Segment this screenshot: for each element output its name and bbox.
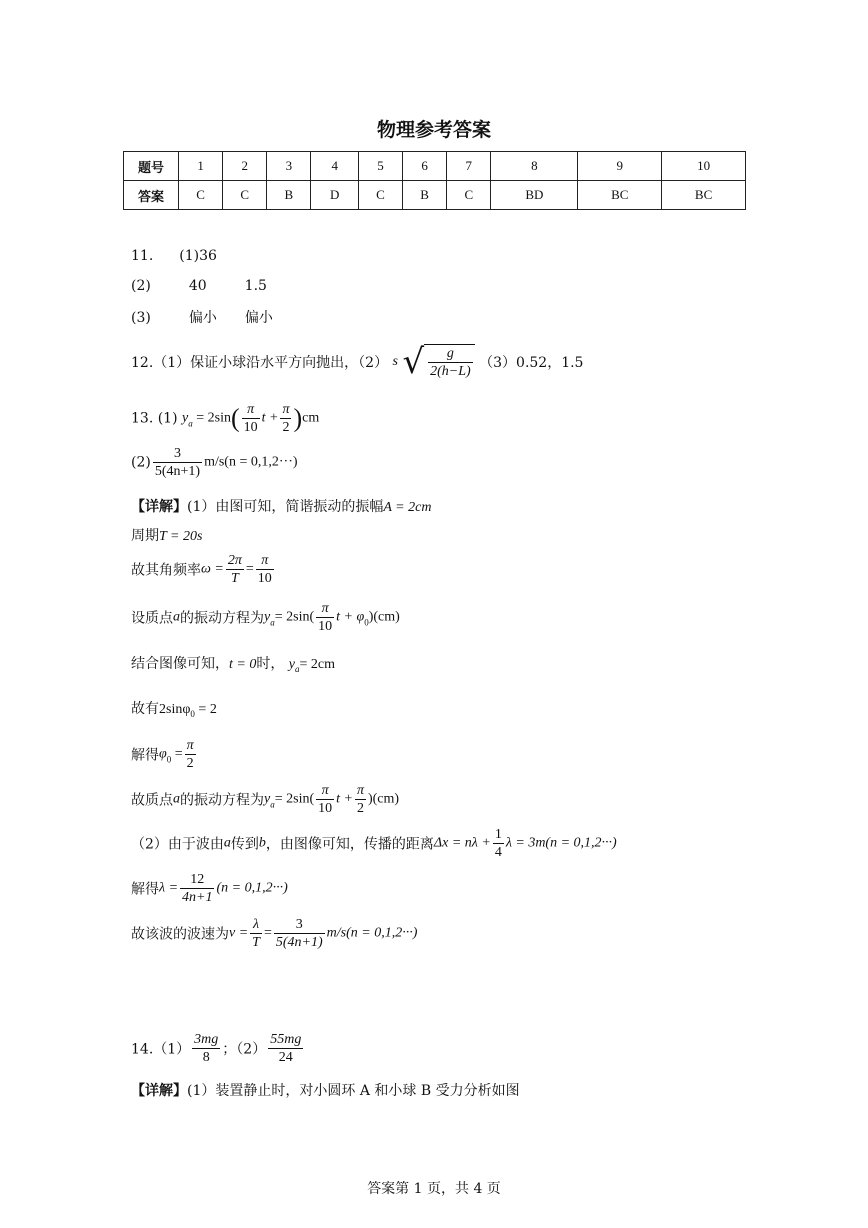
math-var: y: [288, 657, 296, 672]
fraction: [316, 600, 334, 635]
math-text: t + φ: [336, 609, 365, 625]
detail-label: 【详解】: [131, 499, 187, 515]
fraction: [192, 1031, 220, 1066]
detail-text: 传到: [230, 836, 259, 853]
answer-text: 13. (1): [131, 410, 178, 427]
denominator: T: [252, 935, 260, 950]
table-row: [124, 181, 746, 210]
denominator: 10: [318, 619, 333, 634]
fraction: [428, 345, 473, 380]
math-text: T = 20s: [159, 529, 203, 544]
detail-text: 的振动方程为: [180, 792, 264, 809]
q13-combine: [131, 653, 335, 674]
math-text: λ =: [159, 880, 179, 896]
math-text: )(cm): [368, 609, 400, 625]
table-cell: C: [447, 181, 491, 210]
math-var: a: [223, 835, 231, 851]
fraction: [185, 737, 196, 772]
table-cell: C: [179, 181, 223, 210]
denominator: 4: [494, 845, 502, 860]
q13-period: [131, 525, 202, 545]
numerator: g: [428, 345, 473, 363]
q13-have: 故有2sinφ$_0$ = 2: [131, 701, 217, 719]
math-sub: a: [295, 663, 300, 674]
detail-text: (1）由图可知，简谐振动的振幅: [187, 499, 384, 515]
math-sub: a: [188, 418, 193, 429]
table-cell: B: [403, 181, 447, 210]
math-text: 2sinφ: [159, 702, 191, 717]
detail-text: (1）装置静止时，对小圆环 A 和小球 B 受力分析如图: [187, 1083, 520, 1099]
table-cell: BD: [491, 181, 578, 210]
answer-text: 14.（1）: [131, 1041, 191, 1058]
q12-line: [131, 342, 583, 382]
math-var: a: [173, 609, 180, 625]
detail-text: 故其角频率: [131, 562, 201, 579]
q13-answer-1: 13. (1) $y_a = 2\sin$( $\frac{\pi}{10}$ t + $\frac{\pi}{2}$ )cm: [131, 402, 320, 435]
denominator: T: [230, 571, 239, 586]
detail-text: 解得: [131, 747, 159, 764]
math-text: A = 2cm: [383, 500, 432, 515]
math-text: v =: [229, 925, 249, 941]
table-cell: 2: [223, 152, 267, 181]
answer-text: （3）0.52，1.5: [479, 355, 584, 371]
numerator: 3: [274, 916, 325, 934]
table-cell: 10: [662, 152, 746, 181]
table-cell: B: [267, 181, 311, 210]
denominator: 10: [257, 571, 272, 586]
table-cell: 1: [179, 152, 223, 181]
page-footer: 答案第 1 页，共 4 页: [367, 1181, 501, 1197]
fraction: [268, 1031, 303, 1066]
numerator: 3: [153, 445, 202, 463]
numerator: 3mg: [194, 1032, 219, 1047]
detail-text: 时，: [256, 656, 285, 672]
denominator: 2: [356, 801, 364, 816]
numerator: 12: [180, 871, 214, 889]
unit: cm: [302, 410, 320, 426]
q11-part3: [131, 307, 273, 327]
q13-solve-phi: 解得$\varphi_0$ = $\frac{\pi}{2}$: [131, 738, 194, 771]
math-text: = 2: [194, 702, 217, 717]
table-cell: BC: [662, 181, 746, 210]
table-cell: 4: [311, 152, 358, 181]
denominator: 2: [186, 756, 194, 771]
part-label: (3): [131, 310, 151, 326]
math-text: = 2sin(: [274, 609, 315, 625]
answer-text: 偏小: [244, 310, 273, 326]
q11-part2: [131, 278, 267, 294]
denominator: 2: [282, 420, 290, 435]
numerator: λ: [250, 916, 262, 934]
fraction: [250, 916, 262, 951]
detail-text: 故质点: [131, 792, 173, 809]
table-cell: 8: [491, 152, 578, 181]
q13-wave-speed: [131, 916, 417, 951]
answer-text: (1)36: [179, 248, 217, 264]
math-text: )(cm): [367, 791, 400, 807]
fraction: [316, 782, 334, 817]
detail-text: 故有: [131, 701, 159, 717]
denominator: 10: [243, 420, 258, 435]
math-text: (n = 0,1,2···): [216, 880, 288, 896]
detail-text: 设质点: [131, 610, 173, 627]
fraction: [256, 552, 274, 587]
fraction: [242, 401, 260, 436]
fraction: [226, 552, 244, 587]
numerator: π: [316, 782, 334, 800]
q11-part1: [131, 248, 217, 264]
denominator: 24: [278, 1050, 293, 1065]
fraction: [280, 401, 291, 436]
math-text: =: [263, 925, 272, 941]
math-sub: a: [270, 617, 275, 628]
numerator: π: [356, 783, 364, 798]
math-text: m/s(n = 0,1,2···): [326, 925, 418, 941]
math-var: s: [392, 354, 398, 369]
math-var: y: [264, 791, 271, 807]
math-text: Δx = nλ +: [433, 835, 491, 851]
denominator: 2(h−L): [430, 364, 471, 379]
math-text: λ = 3m(n = 0,1,2···): [505, 835, 617, 851]
answer-text: 12.（1）保证小球沿水平方向抛出，（2）: [131, 355, 389, 371]
math-sub: a: [270, 799, 275, 810]
denominator: 5(4n+1): [154, 464, 201, 479]
detail-text: 周期: [131, 528, 159, 544]
detail-label: 【详解】: [131, 1083, 187, 1099]
detail-text: （2）由于波由: [131, 836, 224, 853]
table-cell: 5: [358, 152, 402, 181]
numerator: 55mg: [270, 1032, 302, 1047]
numerator: π: [316, 600, 334, 618]
math-text: ω =: [201, 561, 224, 577]
answer-text: 偏小: [188, 310, 217, 326]
detail-text: 故该波的波速为: [131, 926, 229, 943]
math-var: a: [173, 791, 180, 807]
math-text: = 2sin(: [274, 791, 315, 807]
part-label: (2): [131, 454, 151, 471]
table-cell: 7: [447, 152, 491, 181]
table-cell: 9: [578, 152, 662, 181]
table-cell: BC: [578, 181, 662, 210]
detail-text: 解得: [131, 881, 159, 898]
numerator: π: [186, 738, 194, 753]
math-var: φ: [159, 746, 167, 762]
q13-detail: [131, 496, 431, 516]
numerator: π: [282, 402, 290, 417]
math-var: b: [258, 835, 266, 851]
q13-answer-2: [131, 445, 298, 480]
math-text: m/s(n = 0,1,2···): [204, 454, 298, 470]
denominator: 5(4n+1): [275, 935, 323, 950]
numerator: 1: [494, 827, 502, 842]
numerator: π: [256, 552, 274, 570]
answer-text: 40: [188, 278, 207, 294]
table-cell: C: [358, 181, 402, 210]
math-var: y: [264, 609, 271, 625]
fraction: [180, 871, 214, 906]
numerator: π: [242, 401, 260, 419]
answer-text: ；（2）: [222, 1041, 267, 1058]
q14-answer: [131, 1031, 305, 1066]
q13-wavelength: [131, 871, 288, 906]
table-row: [124, 152, 746, 181]
q14-detail: [131, 1080, 520, 1100]
math-text: = 2cm: [299, 657, 336, 672]
q13-part2-distance: [131, 826, 617, 861]
answer-text: 1.5: [244, 278, 267, 294]
fraction: [355, 782, 366, 817]
table-cell: 6: [403, 152, 447, 181]
math-var: y: [182, 410, 189, 426]
table-cell: 3: [267, 152, 311, 181]
table-cell: C: [223, 181, 267, 210]
q13-final-equation: 故质点a的振动方程为$y_a= 2\sin$( $\frac{\pi}{10}$ t + $\frac{\pi}{2}$ )(cm): [131, 783, 400, 816]
math-text: t = 0: [229, 657, 257, 672]
math-text: = 2sin: [192, 410, 231, 426]
answer-table: [123, 151, 746, 210]
page-title: 物理参考答案: [376, 119, 491, 141]
denominator: 10: [318, 801, 333, 816]
q13-omega: 故其角频率ω = $\frac{2\pi}{T}$ = $\frac{\pi}{10}$: [131, 553, 272, 586]
sqrt-expression: √ $\frac{g}{2(h-L)}$: [402, 342, 474, 382]
detail-text: 结合图像可知，: [131, 656, 229, 672]
part-label: (2): [131, 278, 151, 294]
detail-text: 的振动方程为: [180, 610, 264, 627]
fraction: [153, 445, 202, 480]
denominator: 4n+1: [182, 890, 213, 905]
detail-text: ，由图像可知，传播的距离: [265, 836, 434, 853]
denominator: 8: [202, 1050, 210, 1065]
fraction: [493, 826, 504, 861]
numerator: 2π: [227, 553, 242, 568]
row-header-answer: 答案: [124, 181, 179, 210]
table-cell: D: [311, 181, 358, 210]
fraction: [274, 916, 325, 951]
question-number: 11.: [131, 248, 154, 264]
q13-equation-setup: 设质点a的振动方程为$y_a= 2\sin$( $\frac{\pi}{10}$ $t + \varphi_0)(cm)$: [131, 601, 400, 634]
row-header-number: 题号: [124, 152, 179, 181]
